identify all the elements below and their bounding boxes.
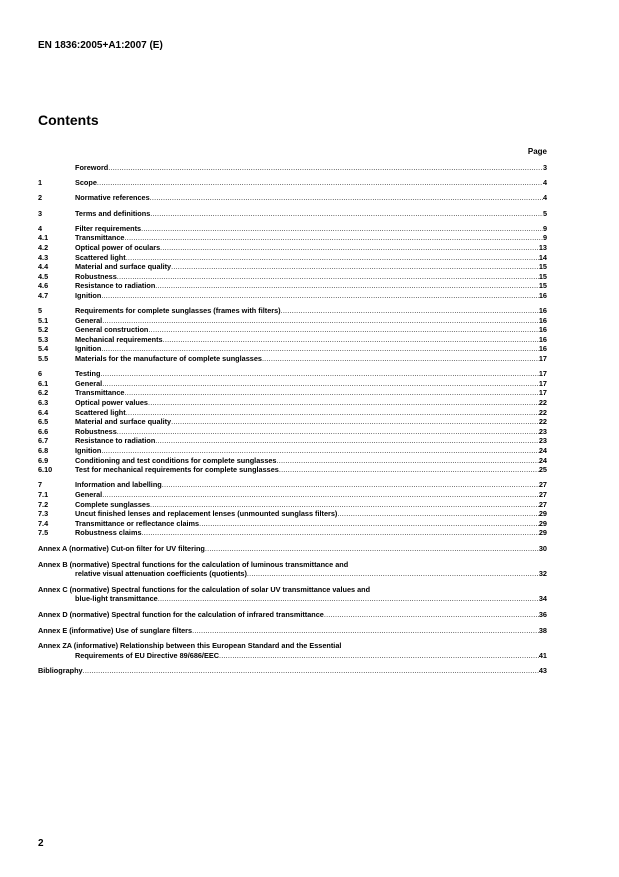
toc-entry-number: 7.2	[38, 499, 49, 509]
dot-leader	[124, 233, 542, 243]
annex-title: Annex A (normative) Cut-on filter for UV filtering	[38, 543, 205, 553]
toc-entry[interactable]	[38, 193, 547, 203]
toc-entry-title: Testing	[75, 369, 101, 379]
toc-entry-title: Ignition	[75, 344, 102, 354]
toc-entry[interactable]	[38, 291, 547, 301]
toc-entry-page: 22	[538, 407, 547, 417]
toc-entry-page: 27	[538, 489, 547, 499]
toc-entry[interactable]	[38, 354, 547, 364]
toc-entry[interactable]	[38, 528, 547, 538]
annex-title: Annex D (normative) Spectral function for the calculation of infrared transmittance	[38, 609, 324, 619]
toc-entry[interactable]	[38, 436, 547, 446]
toc-entry-page: 9	[542, 223, 547, 233]
toc-entry-page: 38	[538, 625, 547, 635]
toc-entry-title: Test for mechanical requirements for complete sunglasses	[75, 465, 279, 475]
annex-title: Bibliography	[38, 666, 83, 676]
dot-leader	[219, 651, 539, 661]
annex-title: Annex B (normative) Spectral functions for the calculation of luminous transmittance and	[38, 559, 349, 569]
toc-entry-title: General	[75, 378, 103, 388]
toc-entry-page: 29	[538, 518, 547, 528]
dot-leader	[102, 490, 539, 500]
toc-entry-title: Ignition	[75, 446, 102, 455]
toc-entry-page: 36	[538, 609, 547, 619]
toc-entry-title: Normative references	[75, 193, 150, 203]
dot-leader	[247, 569, 539, 579]
toc-entry-page: 17	[538, 378, 547, 388]
toc-entry-number: 7.1	[38, 489, 49, 499]
toc-annex-entry[interactable]	[38, 585, 547, 604]
toc-entry-page: 15	[538, 262, 547, 272]
toc-entry-page: 23	[538, 436, 547, 446]
dot-leader	[102, 379, 539, 389]
toc-entry-page: 16	[538, 325, 547, 335]
dot-leader	[101, 291, 539, 301]
toc-entry-title: General	[75, 489, 103, 499]
toc-entry-page: 27	[538, 480, 547, 490]
toc-entry-page: 22	[538, 417, 547, 427]
toc-entry-title: Scattered light	[75, 407, 126, 417]
toc-entry-page: 23	[538, 426, 547, 436]
dot-leader	[101, 344, 539, 354]
toc-entry-title: Complete sunglasses	[75, 499, 151, 509]
toc-entry-number: 6.3	[38, 398, 49, 408]
toc-entry-title: Robustness	[75, 426, 117, 436]
dot-leader	[126, 253, 539, 263]
toc-entry[interactable]	[38, 178, 547, 188]
toc-entry[interactable]	[38, 456, 547, 466]
dot-leader	[262, 354, 539, 364]
dot-leader	[155, 281, 539, 291]
toc-entry-page: 32	[538, 569, 547, 579]
toc-entry-title: Filter requirements	[75, 223, 142, 233]
toc-entry-page: 24	[538, 446, 547, 455]
toc-entry-number: 3	[38, 208, 43, 218]
toc-entry-page: 17	[538, 388, 547, 398]
dot-leader	[141, 224, 543, 234]
page-number: 2	[38, 838, 44, 849]
toc-entry[interactable]	[38, 306, 547, 316]
annex-title-continued: Requirements of EU Directive 89/686/EEC	[75, 650, 219, 660]
toc-entry-title: Materials for the manufacture of complete sunglasses	[75, 354, 262, 364]
toc-entry[interactable]	[38, 369, 547, 379]
toc-entry-number: 6.1	[38, 378, 49, 388]
toc-entry-page: 17	[538, 369, 547, 379]
dot-leader	[155, 436, 539, 446]
dot-leader	[83, 666, 539, 676]
dot-leader	[108, 163, 543, 173]
page-column-label: Page	[527, 147, 547, 156]
toc-entry-number: 7.3	[38, 509, 49, 519]
toc-entry-number: 5	[38, 306, 43, 316]
toc-entry[interactable]	[38, 163, 547, 173]
dot-leader	[324, 610, 539, 620]
toc-entry-title: Material and surface quality	[75, 262, 172, 272]
toc-entry-number: 5.4	[38, 344, 49, 354]
toc-entry-title: Uncut finished lenses and replacement lenses (unmounted sunglass filters)	[75, 509, 338, 519]
dot-leader	[163, 335, 539, 345]
toc-entry-page: 41	[538, 650, 547, 660]
toc-entry-page: 22	[538, 398, 547, 408]
toc-entry-page: 27	[538, 499, 547, 509]
dot-leader	[150, 193, 543, 203]
annex-title-continued: relative visual attenuation coefficients (quotients)	[75, 569, 247, 579]
annex-title-continued: blue-light transmittance	[75, 594, 158, 604]
toc-entry-number: 2	[38, 193, 43, 203]
dot-leader	[148, 398, 539, 408]
toc-entry[interactable]	[38, 509, 547, 519]
toc-entry-number: 5.5	[38, 354, 49, 364]
toc-entry-page: 29	[538, 509, 547, 519]
dot-leader	[124, 388, 538, 398]
annex-title: Annex E (informative) Use of sunglare filters	[38, 625, 193, 635]
toc-annex-entry[interactable]	[38, 641, 547, 660]
toc-entry-title: General construction	[75, 325, 149, 335]
toc-entry-page: 16	[538, 334, 547, 344]
toc-entry-page: 34	[538, 594, 547, 604]
toc-entry[interactable]	[38, 465, 547, 475]
toc-annex-entry[interactable]	[38, 560, 547, 579]
toc-entry-number: 4.5	[38, 271, 49, 281]
toc-entry-page: 3	[542, 163, 547, 172]
toc-annex-entry[interactable]	[38, 626, 547, 636]
dot-leader	[102, 316, 539, 326]
dot-leader	[171, 417, 539, 427]
toc-entry-title: Transmittance	[75, 233, 125, 243]
dot-leader	[150, 209, 543, 219]
dot-leader	[117, 427, 539, 437]
toc-entry-page: 15	[538, 281, 547, 291]
toc-entry-title: General	[75, 315, 103, 325]
annex-title: Annex ZA (informative) Relationship between this European Standard and the Essential	[38, 641, 342, 651]
toc-annex-entry[interactable]	[38, 666, 547, 676]
toc-entry[interactable]	[38, 272, 547, 282]
toc-entry-number: 6.9	[38, 455, 49, 465]
toc-entry[interactable]	[38, 335, 547, 345]
page-title: Contents	[38, 112, 99, 128]
toc-entry[interactable]	[38, 209, 547, 219]
table-of-contents	[38, 163, 547, 676]
toc-entry-page: 17	[538, 354, 547, 364]
toc-entry-number: 6	[38, 369, 43, 379]
toc-entry-title: Transmittance or reflectance claims	[75, 518, 200, 528]
dot-leader	[100, 369, 538, 379]
toc-entry-title: Conditioning and test conditions for complete sunglasses	[75, 455, 277, 465]
toc-entry-page: 5	[542, 208, 547, 218]
dot-leader	[192, 626, 539, 636]
toc-entry-title: Optical power values	[75, 398, 148, 408]
toc-entry-page: 16	[538, 315, 547, 325]
toc-entry-title: Foreword	[75, 163, 109, 172]
toc-entry-title: Material and surface quality	[75, 417, 172, 427]
dot-leader	[150, 500, 539, 510]
toc-entry-page: 30	[538, 543, 547, 553]
dot-leader	[279, 465, 539, 475]
toc-entry-number: 5.2	[38, 325, 49, 335]
dot-leader	[337, 509, 539, 519]
toc-entry-page: 16	[538, 344, 547, 354]
toc-entry[interactable]	[38, 379, 547, 389]
toc-entry[interactable]	[38, 490, 547, 500]
dot-leader	[205, 544, 539, 554]
toc-entry-title: Mechanical requirements	[75, 334, 163, 344]
toc-entry-number: 6.5	[38, 417, 49, 427]
toc-entry-title: Robustness	[75, 271, 117, 281]
dot-leader	[171, 262, 539, 272]
toc-entry-number: 4.1	[38, 233, 49, 243]
toc-entry[interactable]	[38, 233, 547, 243]
toc-entry-number: 4.3	[38, 252, 49, 262]
toc-entry-number: 6.4	[38, 407, 49, 417]
dot-leader	[126, 408, 539, 418]
toc-entry[interactable]	[38, 316, 547, 326]
toc-entry-title: Scattered light	[75, 252, 126, 262]
toc-entry[interactable]	[38, 388, 547, 398]
toc-entry[interactable]	[38, 427, 547, 437]
toc-entry[interactable]	[38, 519, 547, 529]
toc-entry[interactable]	[38, 325, 547, 335]
toc-entry-number: 6.8	[38, 446, 49, 455]
toc-entry-title: Resistance to radiation	[75, 436, 156, 446]
toc-entry-title: Scope	[75, 178, 97, 188]
toc-entry[interactable]	[38, 344, 547, 354]
dot-leader	[158, 594, 539, 604]
toc-entry[interactable]	[38, 224, 547, 234]
toc-entry-page: 16	[538, 306, 547, 316]
toc-annex-entry[interactable]	[38, 610, 547, 620]
document-id-header: EN 1836:2005+A1:2007 (E)	[38, 40, 163, 51]
toc-entry-number: 6.7	[38, 436, 49, 446]
toc-entry[interactable]	[38, 480, 547, 490]
toc-annex-entry[interactable]	[38, 544, 547, 554]
toc-entry[interactable]	[38, 408, 547, 418]
toc-entry-page: 15	[538, 271, 547, 281]
annex-title: Annex C (normative) Spectral functions for the calculation of solar UV transmittance values and	[38, 584, 371, 594]
toc-entry-title: Requirements for complete sunglasses (frames with filters)	[75, 306, 281, 316]
toc-entry-number: 4	[38, 223, 43, 233]
toc-entry[interactable]	[38, 262, 547, 272]
toc-entry-page: 4	[542, 193, 547, 203]
dot-leader	[199, 519, 539, 529]
toc-entry-title: Transmittance	[75, 388, 125, 398]
toc-entry-page: 29	[538, 528, 547, 538]
toc-entry-page: 14	[538, 252, 547, 262]
toc-entry-number: 7.5	[38, 528, 49, 538]
dot-leader	[148, 325, 538, 335]
toc-entry-number: 4.7	[38, 290, 49, 300]
toc-entry-page: 16	[538, 290, 547, 300]
dot-leader	[160, 243, 539, 253]
toc-entry-title: Robustness claims	[75, 528, 142, 538]
toc-entry-number: 7	[38, 480, 43, 490]
toc-entry[interactable]	[38, 243, 547, 253]
dot-leader	[162, 480, 539, 490]
toc-entry-number: 7.4	[38, 518, 49, 528]
toc-entry[interactable]	[38, 398, 547, 408]
dot-leader	[281, 306, 539, 316]
toc-entry-page: 4	[542, 178, 547, 188]
toc-entry[interactable]	[38, 281, 547, 291]
dot-leader	[117, 272, 539, 282]
toc-entry-number: 6.2	[38, 388, 49, 398]
toc-entry-number: 5.1	[38, 315, 49, 325]
toc-entry-page: 24	[538, 455, 547, 465]
toc-entry-number: 4.4	[38, 262, 49, 272]
toc-entry-number: 4.2	[38, 242, 49, 252]
toc-entry-title: Resistance to radiation	[75, 281, 156, 291]
toc-entry-number: 6.10	[38, 465, 53, 475]
toc-entry-title: Optical power of oculars	[75, 242, 161, 252]
toc-entry-page: 25	[538, 465, 547, 475]
toc-entry[interactable]	[38, 253, 547, 263]
dot-leader	[142, 528, 539, 538]
dot-leader	[101, 446, 539, 456]
toc-entry[interactable]	[38, 417, 547, 427]
toc-entry[interactable]	[38, 500, 547, 510]
toc-entry-title: Information and labelling	[75, 480, 162, 490]
toc-entry-page: 13	[538, 242, 547, 252]
toc-entry-number: 5.3	[38, 334, 49, 344]
toc-entry-number: 4.6	[38, 281, 49, 291]
toc-entry-page: 9	[542, 233, 547, 243]
toc-entry-number: 1	[38, 178, 43, 188]
dot-leader	[277, 456, 539, 466]
toc-entry[interactable]	[38, 446, 547, 456]
toc-entry-number: 6.6	[38, 426, 49, 436]
dot-leader	[97, 178, 543, 188]
toc-entry-title: Terms and definitions	[75, 208, 151, 218]
toc-entry-page: 43	[538, 666, 547, 676]
toc-entry-title: Ignition	[75, 290, 102, 300]
